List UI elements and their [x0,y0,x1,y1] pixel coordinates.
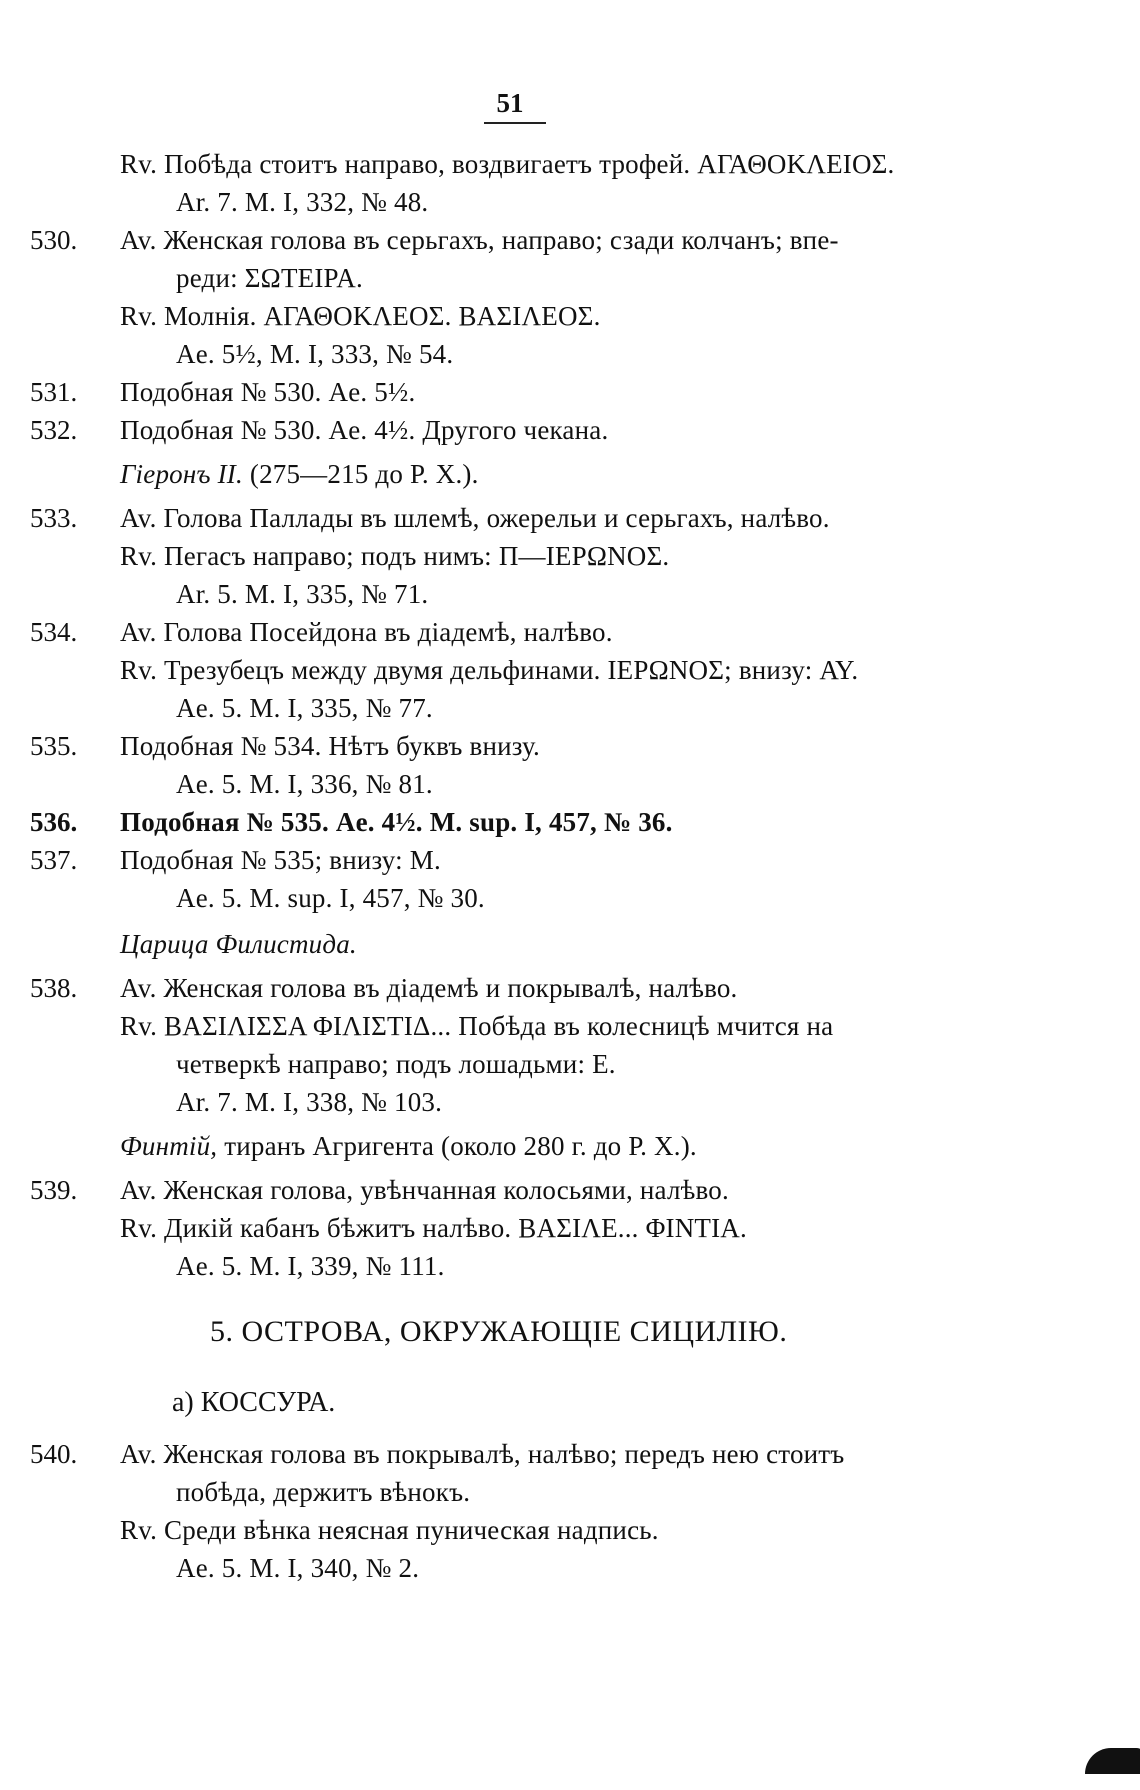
entry-number: 534. [30,617,78,647]
entry-number: 538. [30,973,78,1003]
entry-line: Rv. Побѣда стоитъ направо, воздвигаетъ трофей. ΑΓΑΘΟΚΛΕΙΟΣ. [120,149,895,179]
entry-number: 535. [30,731,78,761]
entry-line: Ae. 5. M. sup. I, 457, № 30. [176,883,485,913]
entry-line: Подобная № 534. Нѣтъ буквъ внизу. [120,731,540,761]
entry-line: Av. Женская голова въ покрывалѣ, налѣво; передъ нею стоитъ [120,1439,845,1469]
ruler-dates: (275—215 до Р. Х.). [242,459,479,489]
entry-number: 539. [30,1175,78,1205]
entry-line: побѣда, держитъ вѣнокъ. [176,1477,471,1507]
section-heading: 5. ОСТРОВА, ОКРУЖАЮЩІЕ СИЦИЛІЮ. [210,1315,788,1348]
ruler-heading [120,1128,697,1164]
entry-line: Av. Голова Паллады въ шлемѣ, ожерельи и серьгахъ, налѣво. [120,503,830,533]
ruler-name: Гіеронъ II. [120,459,243,489]
entry-line: Rv. Дикій кабанъ бѣжитъ налѣво. ΒΑΣΙΛΕ... ΦΙΝΤΙΑ. [120,1213,747,1243]
entry-number: 540. [30,1439,78,1469]
entry-line: Rv. Молнія. ΑΓΑΘΟΚΛΕΟΣ. ΒΑΣΙΛΕΟΣ. [120,301,601,331]
subsection-heading: а) КОССУРА. [172,1387,336,1418]
ruler-heading [120,456,479,492]
entry-line: Rv. Трезубецъ между двумя дельфинами. ΙΕΡΩΝΟΣ; внизу: ΑΥ. [120,655,859,685]
ruler-name: Финтій, [120,1131,218,1161]
ruler-dates: тиранъ Агригента (около 280 г. до Р. Х.). [217,1131,697,1161]
entry-line: Подобная № 530. Ae. 5½. [120,377,416,407]
entry-line: Av. Женская голова, увѣнчанная колосьями, налѣво. [120,1175,729,1205]
entry-line: Подобная № 535; внизу: M. [120,845,441,875]
entry-line: Ae. 5. M. I, 335, № 77. [176,693,433,723]
ink-smudge [1085,1748,1140,1774]
ruler-name: Царица Филистида. [120,929,357,959]
entry-line: Ae. 5. M. I, 340, № 2. [176,1553,420,1583]
entry-line: Ae. 5½, M. I, 333, № 54. [176,339,454,369]
entry-line: Av. Женская голова въ діадемѣ и покрывалѣ, налѣво. [120,973,738,1003]
entry-line: Rv. Среди вѣнка неясная пуническая надпись. [120,1515,659,1545]
entry-line: реди: ΣΩΤΕΙΡΑ. [176,263,363,293]
entry-number: 533. [30,503,78,533]
entry-number: 537. [30,845,78,875]
entry-line: Av. Женская голова въ серьгахъ, направо; сзади колчанъ; впе- [120,225,839,255]
entry-line: Подобная № 535. Ae. 4½. M. sup. I, 457, № 36. [120,807,673,837]
entry-line: Rv. ΒΑΣΙΛΙΣΣΑ ΦΙΛΙΣΤΙΔ... Побѣда въ колесницѣ мчится на [120,1011,834,1041]
entry-number: 530. [30,225,78,255]
entry-number: 536. [30,807,78,837]
entry-line: Ae. 5. M. I, 339, № 111. [176,1251,445,1281]
entry-line: Rv. Пегасъ направо; подъ нимъ: Π—ΙΕΡΩΝΟΣ. [120,541,670,571]
entry-line: Ar. 5. M. I, 335, № 71. [176,579,429,609]
ruler-heading [120,926,357,962]
entry-line: Ae. 5. M. I, 336, № 81. [176,769,433,799]
entry-line: четверкѣ направо; подъ лошадьми: E. [176,1049,616,1079]
page-number: 51 [496,88,524,118]
entry-line: Av. Голова Посейдона въ діадемѣ, налѣво. [120,617,613,647]
page-number-rule [484,122,546,124]
entry-number: 532. [30,415,78,445]
entry-number: 531. [30,377,78,407]
entry-line: Ar. 7. M. I, 332, № 48. [176,187,429,217]
entry-line: Ar. 7. M. I, 338, № 103. [176,1087,443,1117]
entry-line: Подобная № 530. Ae. 4½. Другого чекана. [120,415,609,445]
